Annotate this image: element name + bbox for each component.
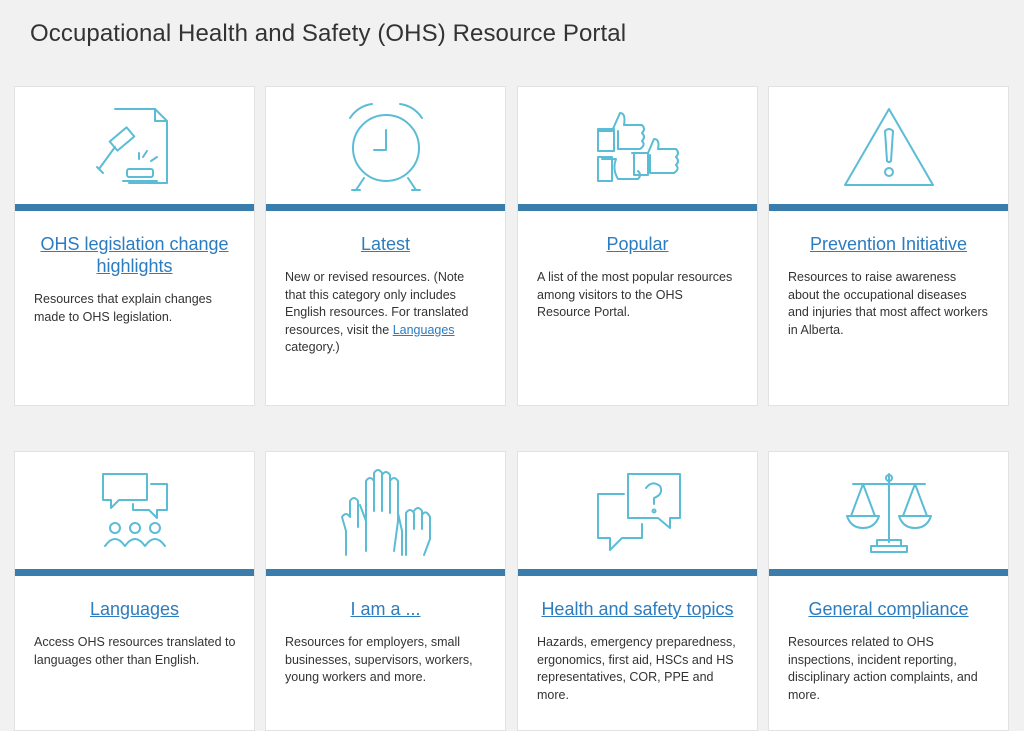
card-description: Access OHS resources translated to languages other than English. bbox=[34, 635, 236, 667]
page-title: Occupational Health and Safety (OHS) Resource Portal bbox=[30, 20, 627, 47]
card-title-link[interactable]: General compliance bbox=[808, 599, 969, 619]
thumbs-up-icon bbox=[588, 101, 688, 191]
accent-bar bbox=[15, 569, 254, 576]
card-prevention-initiative bbox=[768, 86, 1009, 406]
card-languages bbox=[14, 451, 255, 731]
card-i-am-a bbox=[265, 451, 506, 731]
accent-bar bbox=[769, 204, 1008, 211]
card-title-link[interactable]: Prevention Initiative bbox=[809, 234, 968, 254]
card-description: Resources that explain changes made to OHS legislation. bbox=[34, 292, 212, 324]
card-popular bbox=[517, 86, 758, 406]
card-title-link[interactable]: OHS legislation change highlights bbox=[40, 234, 229, 276]
accent-bar bbox=[518, 204, 757, 211]
card-title-link[interactable]: Health and safety topics bbox=[541, 599, 734, 619]
card-ohs-legislation bbox=[14, 86, 255, 406]
card-title-link[interactable]: Latest bbox=[360, 234, 411, 254]
gavel-document-icon bbox=[85, 101, 185, 191]
card-description: Resources to raise awareness about the occupational diseases and injuries that most affect workers in Alberta. bbox=[788, 270, 988, 337]
card-title-link[interactable]: Languages bbox=[89, 599, 180, 619]
card-description: Hazards, emergency preparedness, ergonomics, first aid, HSCs and HS representatives, COR, PPE and more. bbox=[537, 635, 736, 702]
speech-bubbles-people-icon bbox=[85, 466, 185, 556]
raised-hands-icon bbox=[336, 461, 436, 561]
accent-bar bbox=[15, 204, 254, 211]
accent-bar bbox=[266, 569, 505, 576]
accent-bar bbox=[518, 569, 757, 576]
warning-triangle-icon bbox=[839, 101, 939, 191]
scales-icon bbox=[839, 466, 939, 556]
card-title-link[interactable]: I am a ... bbox=[350, 599, 421, 619]
languages-inline-link[interactable]: Languages bbox=[392, 322, 455, 337]
card-latest bbox=[265, 86, 506, 406]
accent-bar bbox=[266, 204, 505, 211]
card-description: A list of the most popular resources among visitors to the OHS Resource Portal. bbox=[537, 270, 733, 319]
card-title-link[interactable]: Popular bbox=[606, 234, 669, 254]
question-chat-icon bbox=[588, 466, 688, 556]
card-description: Resources related to OHS inspections, incident reporting, disciplinary action complaints, and more. bbox=[788, 635, 978, 702]
card-description: New or revised resources. (Note that this category only includes English resources. For translated resources, visit the Languages category.) bbox=[285, 270, 469, 354]
card-health-and-safety-topics bbox=[517, 451, 758, 731]
alarm-clock-icon bbox=[336, 96, 436, 196]
card-description: Resources for employers, small businesses, supervisors, workers, young workers and more. bbox=[285, 635, 473, 684]
card-general-compliance bbox=[768, 451, 1009, 731]
accent-bar bbox=[769, 569, 1008, 576]
